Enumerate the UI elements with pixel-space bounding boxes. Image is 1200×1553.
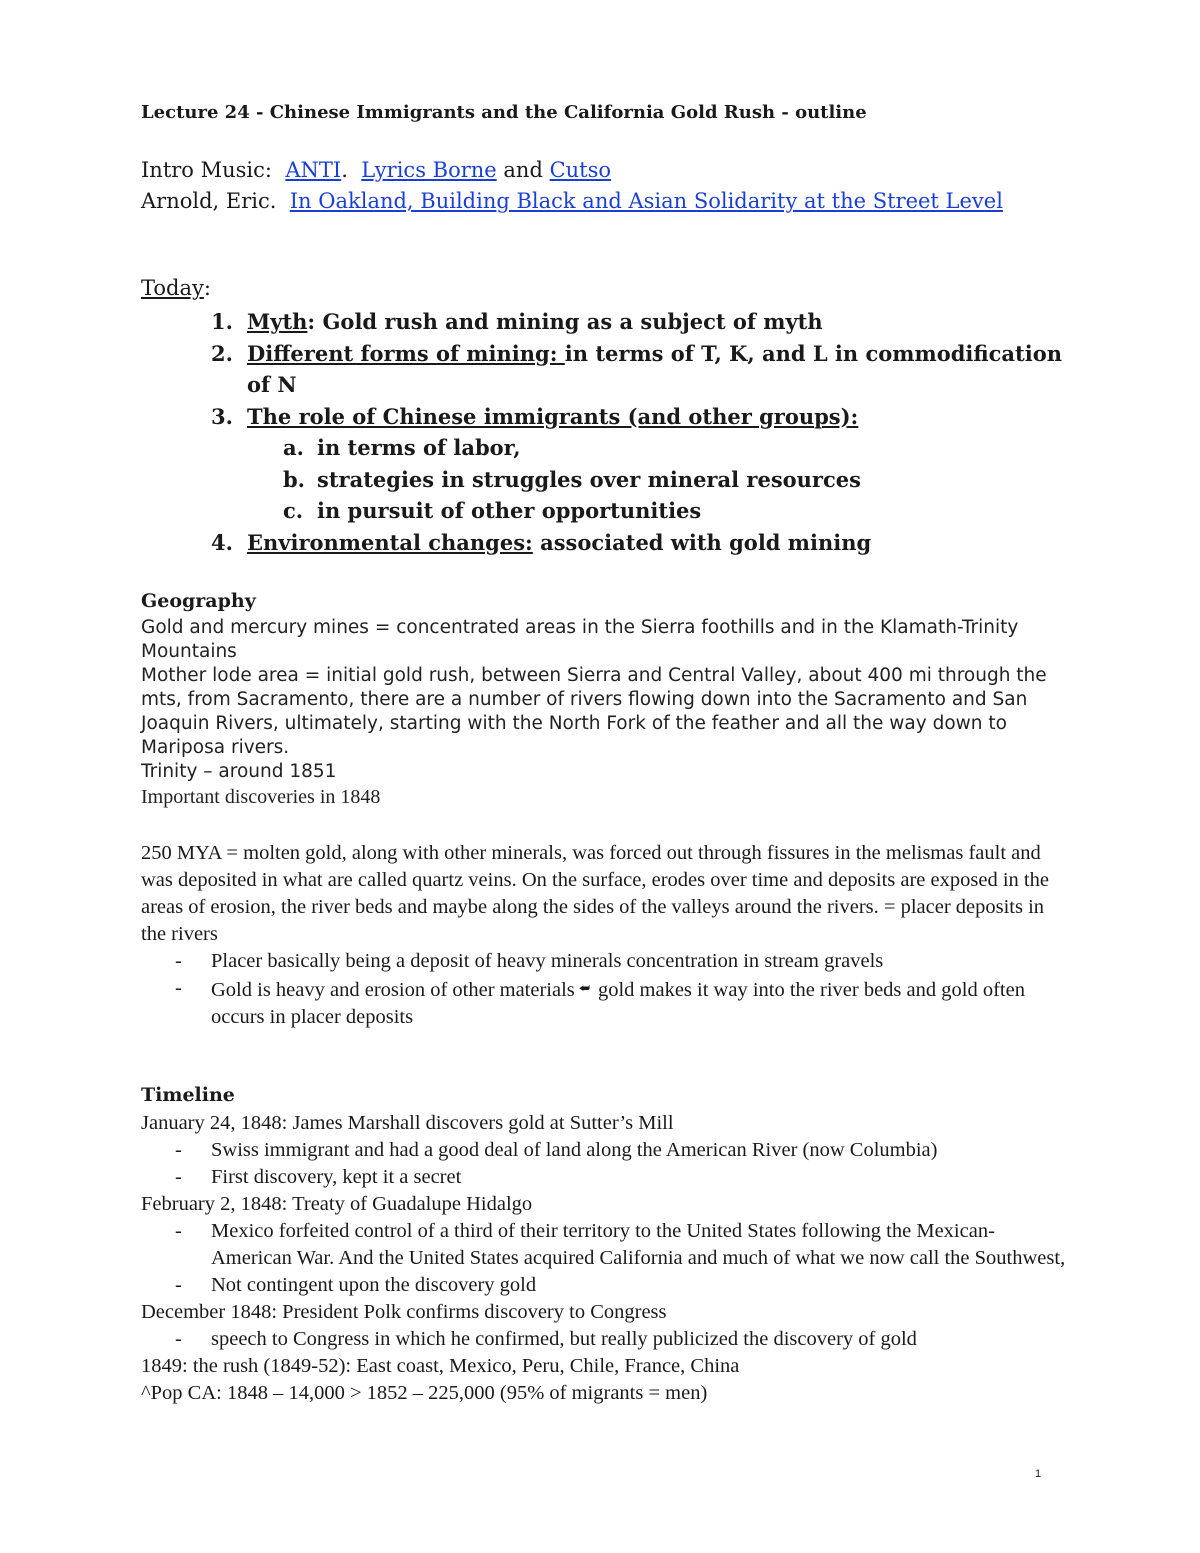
list-item: - Placer basically being a deposit of heavy minerals concentration in stream gravels [141, 948, 1071, 975]
mya-bullets [141, 948, 1071, 1031]
sub-list-item [247, 432, 1071, 464]
list-item-heading: Myth [247, 309, 308, 334]
list-number: 4. [211, 529, 233, 555]
timeline-entry: ^Pop CA: 1848 – 14,000 > 1852 – 225,000 (95% of migrants = men) [141, 1382, 708, 1404]
geography-paragraph: Mother lode area = initial gold rush, between Sierra and Central Valley, about 400 mi through the mts, from Sacramento, there are a number of rivers flowing down into the Sacramento and San Joaquin Rivers, ultimately, starting with the North Fork of the feather and all the way down to Mariposa rivers. [141, 665, 1047, 758]
sub-list-text: in terms of labor, [317, 435, 521, 460]
sub-list [247, 432, 1071, 527]
timeline-entry: December 1848: President Polk confirms discovery to Congress [141, 1301, 667, 1323]
list-item [141, 401, 1071, 527]
list-item [141, 527, 1071, 559]
arrow-icon: ⮨ [578, 981, 590, 995]
list-item-text: in terms of T, K, and L in commodification of N [247, 340, 1062, 397]
geography-paragraph: Important discoveries in 1848 [141, 786, 381, 808]
sub-list-letter: c. [283, 498, 304, 523]
geography-body [141, 616, 1061, 811]
list-item: - Mexico forfeited control of a third of their territory to the United States following the Mexican-American War. And the United States acquired California and much of what we now call the Southwest, [141, 1218, 1071, 1272]
bullet-text: Gold is heavy and erosion of other materials [211, 979, 575, 1001]
sub-list-text: strategies in struggles over mineral resources [317, 466, 861, 492]
timeline-entry: January 24, 1848: James Marshall discovers gold at Sutter’s Mill [141, 1112, 674, 1134]
list-item: - Not contingent upon the discovery gold [141, 1272, 1071, 1299]
bullet-text: gold makes it way into the river beds and gold often occurs in placer deposits [211, 979, 1025, 1028]
lyrics-borne-link[interactable]: Lyrics Borne [361, 158, 497, 182]
list-item-heading: Different forms of mining: [247, 340, 565, 366]
today-heading [141, 276, 211, 300]
page-number: 1 [1035, 1468, 1042, 1480]
today-colon: : [203, 276, 211, 300]
list-item: - First discovery, kept it a secret [141, 1164, 1071, 1191]
intro-separator: . [341, 158, 348, 182]
mya-paragraph: 250 MYA = molten gold, along with other minerals, was forced out through fissures in the melismas fault and was deposited in what are called quartz veins. On the surface, erodes over time and deposits are exposed in the areas of erosion, the river beds and maybe along the sides of the valleys around the rivers. = placer deposits in the rivers [141, 842, 1049, 945]
list-item [141, 306, 1071, 338]
intro-and: and [503, 158, 543, 182]
geography-paragraph: Trinity – around 1851 [141, 761, 337, 782]
geography-paragraph: Gold and mercury mines = concentrated areas in the Sierra foothills and in the Klamath-Trinity Mountains [141, 617, 1019, 662]
list-item: - Swiss immigrant and had a good deal of land along the American River (now Columbia) [141, 1137, 1071, 1164]
sub-list-letter: a. [283, 435, 304, 460]
today-list [141, 306, 1071, 558]
list-item [141, 338, 1071, 401]
article-link[interactable]: In Oakland, Building Black and Asian Solidarity at the Street Level [289, 189, 1003, 213]
timeline-entry: 1849: the rush (1849-52): East coast, Mexico, Peru, Chile, France, China [141, 1355, 740, 1377]
anti-link[interactable]: ANTI [285, 158, 342, 182]
article-author: Arnold, Eric. [141, 189, 277, 213]
geography-heading: Geography [141, 590, 256, 612]
timeline-bullets [141, 1137, 1071, 1191]
list-item-heading: The role of Chinese immigrants (and other groups): [247, 403, 859, 429]
list-item-heading: Environmental changes: [247, 529, 533, 555]
intro-music-line [141, 158, 611, 182]
article-line [141, 189, 1003, 213]
list-item-punct: : [307, 309, 316, 334]
sub-list-text: in pursuit of other opportunities [317, 498, 702, 523]
page-title: Lecture 24 - Chinese Immigrants and the California Gold Rush - outline [141, 102, 867, 123]
cutso-link[interactable]: Cutso [549, 158, 612, 182]
list-item-text: associated with gold mining [532, 529, 872, 555]
today-label: Today [141, 276, 204, 300]
timeline-bullets [141, 1218, 1071, 1299]
mya-section [141, 840, 1071, 1031]
timeline-bullets [141, 1326, 1071, 1353]
list-item-text: Gold rush and mining as a subject of myth [315, 309, 823, 334]
sub-list-letter: b. [283, 466, 305, 492]
sub-list-item [247, 495, 1071, 527]
intro-music-label: Intro Music: [141, 158, 272, 182]
sub-list-item [247, 464, 1071, 496]
list-number: 2. [211, 340, 233, 366]
timeline-heading: Timeline [141, 1084, 235, 1106]
list-item: - speech to Congress in which he confirmed, but really publicized the discovery of gold [141, 1326, 1071, 1353]
timeline-section [141, 1110, 1071, 1407]
timeline-entry: February 2, 1848: Treaty of Guadalupe Hidalgo [141, 1193, 533, 1215]
list-item [141, 975, 1071, 1031]
list-number: 3. [211, 403, 233, 429]
list-number: 1. [211, 309, 233, 334]
